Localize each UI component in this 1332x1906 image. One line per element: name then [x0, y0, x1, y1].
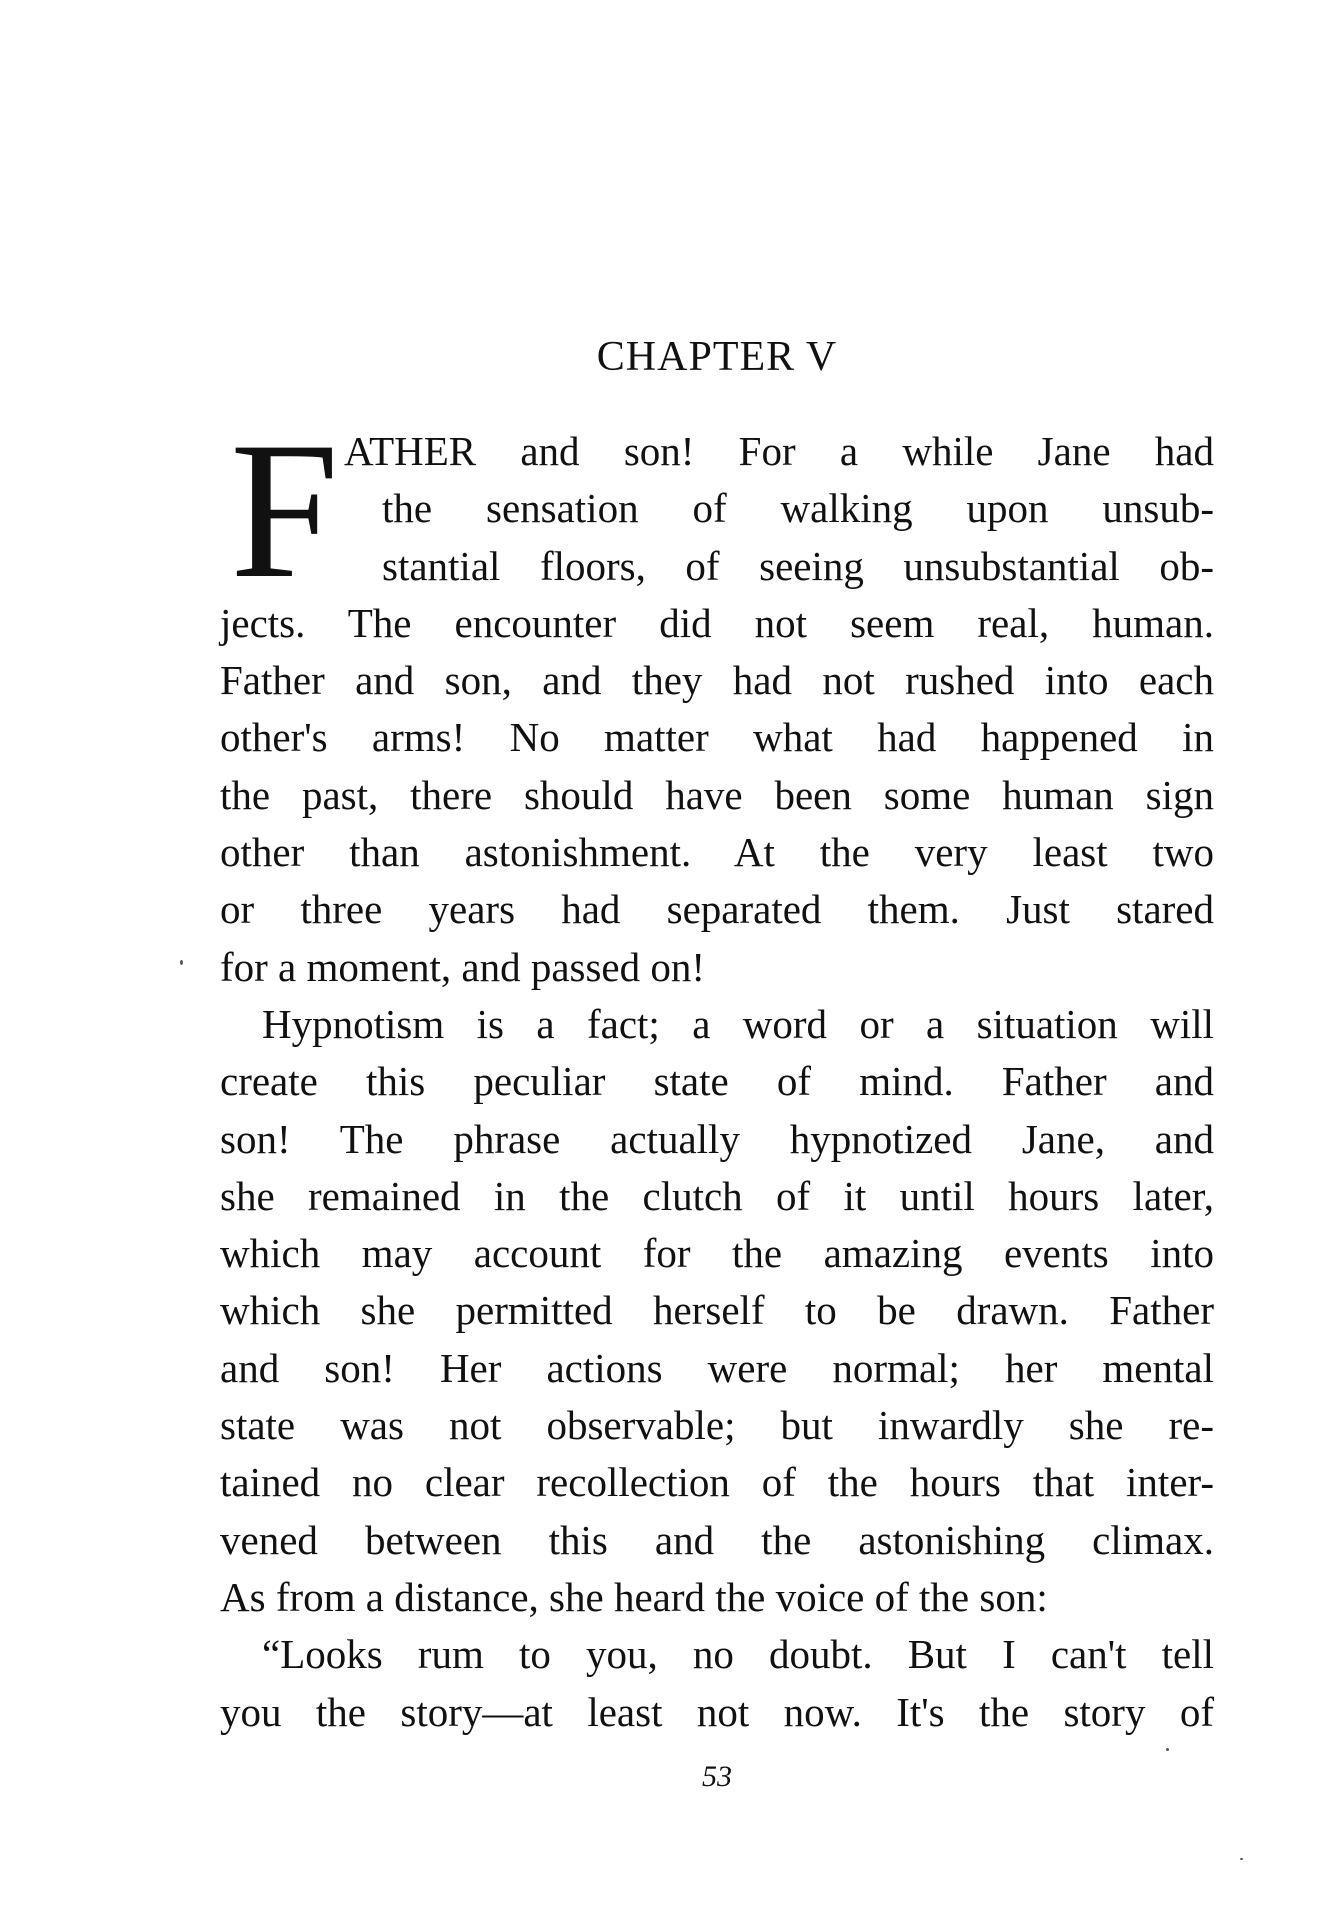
text-line: which may account for the amazing events into — [220, 1230, 1214, 1277]
text-line: the past, there should have been some human sign — [220, 771, 1214, 818]
text-line: create this peculiar state of mind. Father and — [220, 1058, 1214, 1105]
text-line: the sensation of walking upon unsub- — [382, 485, 1214, 532]
text-line: tained no clear recollection of the hours that inter- — [220, 1459, 1214, 1506]
text-line: which she permitted herself to be drawn. Father — [220, 1287, 1214, 1334]
text-line: and son! Her actions were normal; her mental — [220, 1344, 1214, 1391]
text-line: you the story—at least not now. It's the story of — [220, 1688, 1214, 1735]
text-line: Hypnotism is a fact; a word or a situation will — [262, 1000, 1214, 1047]
text-line: for a moment, and passed on! — [220, 943, 706, 990]
text-line: jects. The encounter did not seem real, human. — [220, 599, 1214, 646]
text-line: stantial floors, of seeing unsubstantial ob- — [382, 542, 1214, 589]
text-line: she remained in the clutch of it until hours later, — [220, 1172, 1214, 1219]
ink-speck — [1166, 1748, 1169, 1751]
chapter-heading: CHAPTER V — [596, 334, 838, 380]
drop-cap: F — [230, 402, 340, 619]
text-line: Father and son, and they had not rushed into each — [220, 657, 1214, 704]
page-number: 53 — [702, 1760, 732, 1793]
text-line: state was not observable; but inwardly she re- — [220, 1402, 1214, 1449]
text-line: ATHER and son! For a while Jane had — [344, 428, 1214, 474]
text-line: As from a distance, she heard the voice of the son: — [220, 1573, 1048, 1620]
text-line: “Looks rum to you, no doubt. But I can't tell — [262, 1631, 1214, 1678]
text-line: other's arms! No matter what had happened in — [220, 714, 1214, 761]
ink-speck — [1240, 1858, 1243, 1860]
text-line: other than astonishment. At the very least two — [220, 829, 1214, 876]
text-line: vened between this and the astonishing climax. — [220, 1516, 1214, 1563]
text-line: or three years had separated them. Just stared — [220, 886, 1214, 933]
ink-speck — [180, 960, 183, 965]
text-line: son! The phrase actually hypnotized Jane, and — [220, 1115, 1214, 1162]
body-text — [220, 402, 1214, 1741]
